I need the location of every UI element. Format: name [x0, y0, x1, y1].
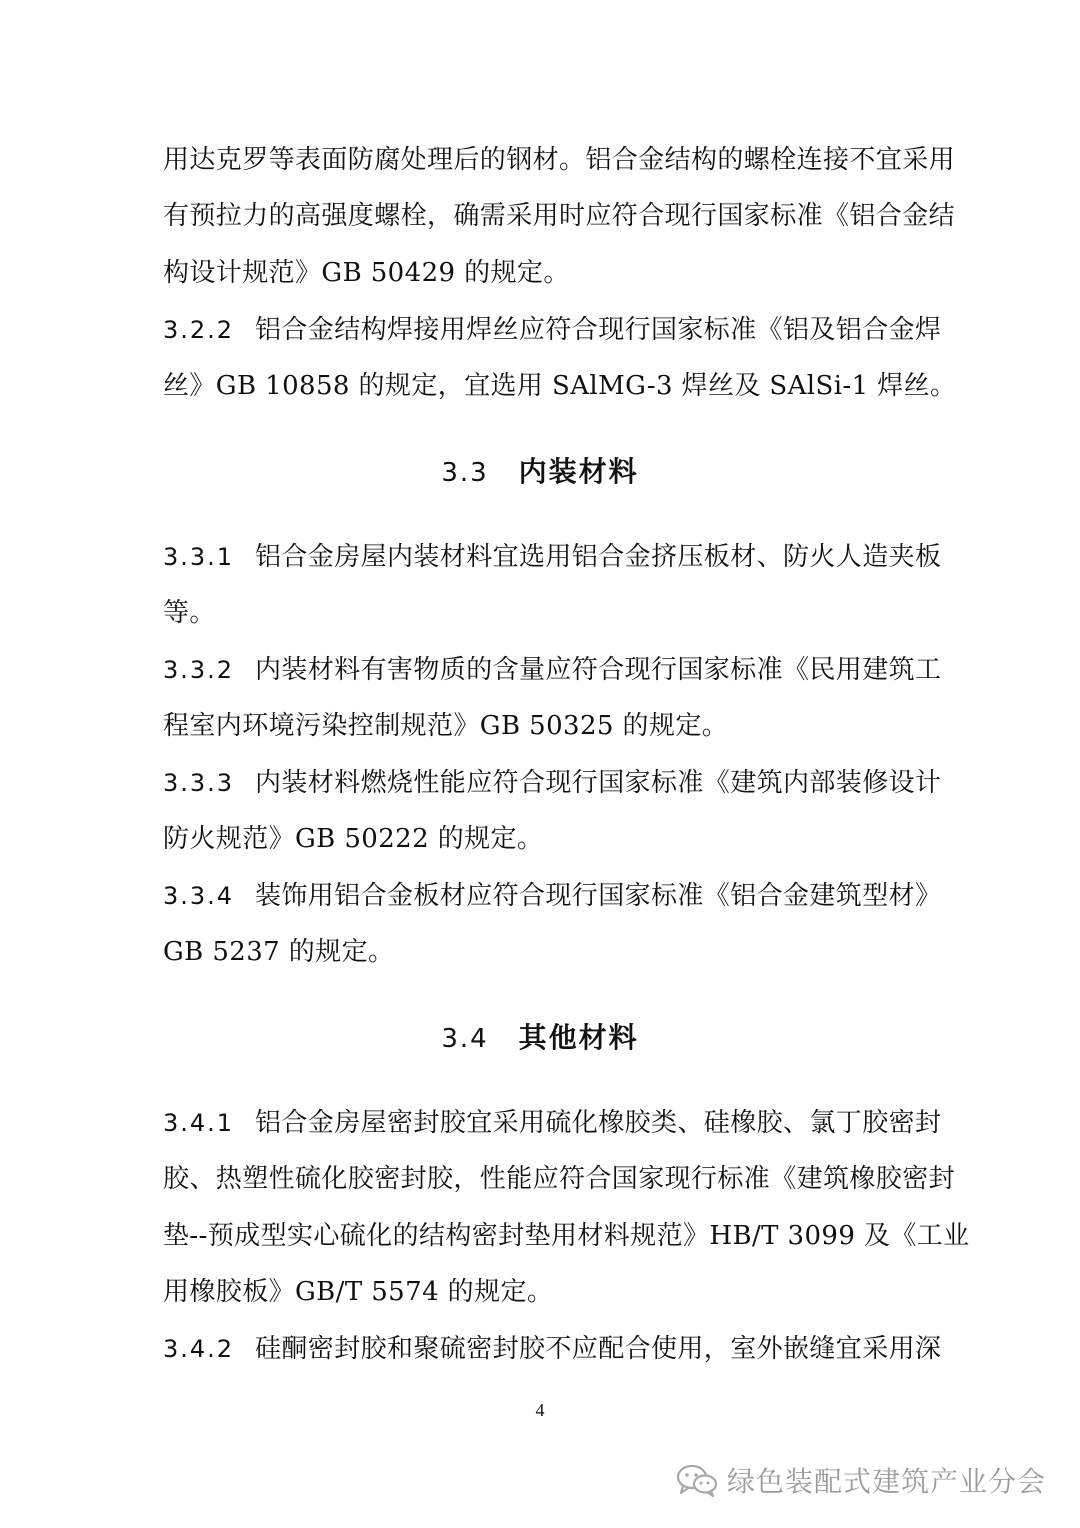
body-line: 有预拉力的高强度螺栓，确需采用时应符合现行国家标准《铝合金结 [163, 201, 956, 231]
wechat-watermark [675, 1460, 1046, 1500]
watermark-text: 绿色装配式建筑产业分会 [726, 1465, 1046, 1498]
body-line: 用橡胶板》GB/T 5574 的规定。 [163, 1277, 554, 1307]
clause-number: 3.3.2 [163, 656, 235, 684]
body-line: GB 5237 的规定。 [163, 937, 395, 967]
wechat-icon [675, 1462, 719, 1498]
clause-text: 铝合金房屋内装材料宜选用铝合金挤压板材、防火人造夹板 [255, 542, 942, 572]
section-title: 其他材料 [518, 1021, 639, 1054]
clause-text: 内装材料燃烧性能应符合现行国家标准《建筑内部装修设计 [255, 768, 942, 798]
clause-3-4-2 [163, 1332, 941, 1366]
body-line: 程室内环境污染控制规范》GB 50325 的规定。 [163, 711, 729, 741]
clause-3-2-2 [163, 313, 941, 347]
section-heading-3-4 [0, 1020, 1080, 1057]
body-line: 胶、热塑性硫化胶密封胶，性能应符合国家现行标准《建筑橡胶密封 [163, 1164, 956, 1194]
clause-number: 3.2.2 [163, 316, 235, 344]
clause-text: 硅酮密封胶和聚硫密封胶不应配合使用，室外嵌缝宜采用深 [255, 1334, 942, 1364]
section-number: 3.4 [441, 1024, 489, 1054]
clause-number: 3.3.1 [163, 543, 235, 571]
body-line: 构设计规范》GB 50429 的规定。 [163, 258, 570, 288]
body-line: 垫--预成型实心硫化的结构密封垫用材料规范》HB/T 3099 及《工业 [163, 1221, 970, 1251]
body-line: 用达克罗等表面防腐处理后的钢材。铝合金结构的螺栓连接不宜采用 [163, 145, 956, 175]
section-heading-3-3 [0, 454, 1080, 491]
clause-3-3-2 [163, 653, 941, 687]
section-title: 内装材料 [518, 455, 639, 488]
clause-text: 装饰用铝合金板材应符合现行国家标准《铝合金建筑型材》 [255, 881, 942, 911]
clause-3-3-4 [163, 879, 941, 913]
clause-number: 3.4.2 [163, 1335, 235, 1363]
page-number: 4 [535, 1400, 545, 1420]
body-line: 等。 [163, 598, 216, 628]
body-line: 丝》GB 10858 的规定，宜选用 SAlMG-3 焊丝及 SAlSi-1 焊丝。 [163, 371, 957, 401]
clause-3-4-1 [163, 1106, 941, 1140]
clause-number: 3.3.4 [163, 882, 235, 910]
clause-number: 3.3.3 [163, 769, 235, 797]
body-line: 防火规范》GB 50222 的规定。 [163, 824, 544, 854]
clause-text: 铝合金房屋密封胶宜采用硫化橡胶类、硅橡胶、氯丁胶密封 [255, 1108, 942, 1138]
section-number: 3.3 [441, 458, 489, 488]
clause-number: 3.4.1 [163, 1109, 235, 1137]
clause-text: 铝合金结构焊接用焊丝应符合现行国家标准《铝及铝合金焊 [255, 315, 942, 345]
clause-3-3-3 [163, 766, 941, 800]
clause-3-3-1 [163, 540, 941, 574]
clause-text: 内装材料有害物质的含量应符合现行国家标准《民用建筑工 [255, 655, 942, 685]
